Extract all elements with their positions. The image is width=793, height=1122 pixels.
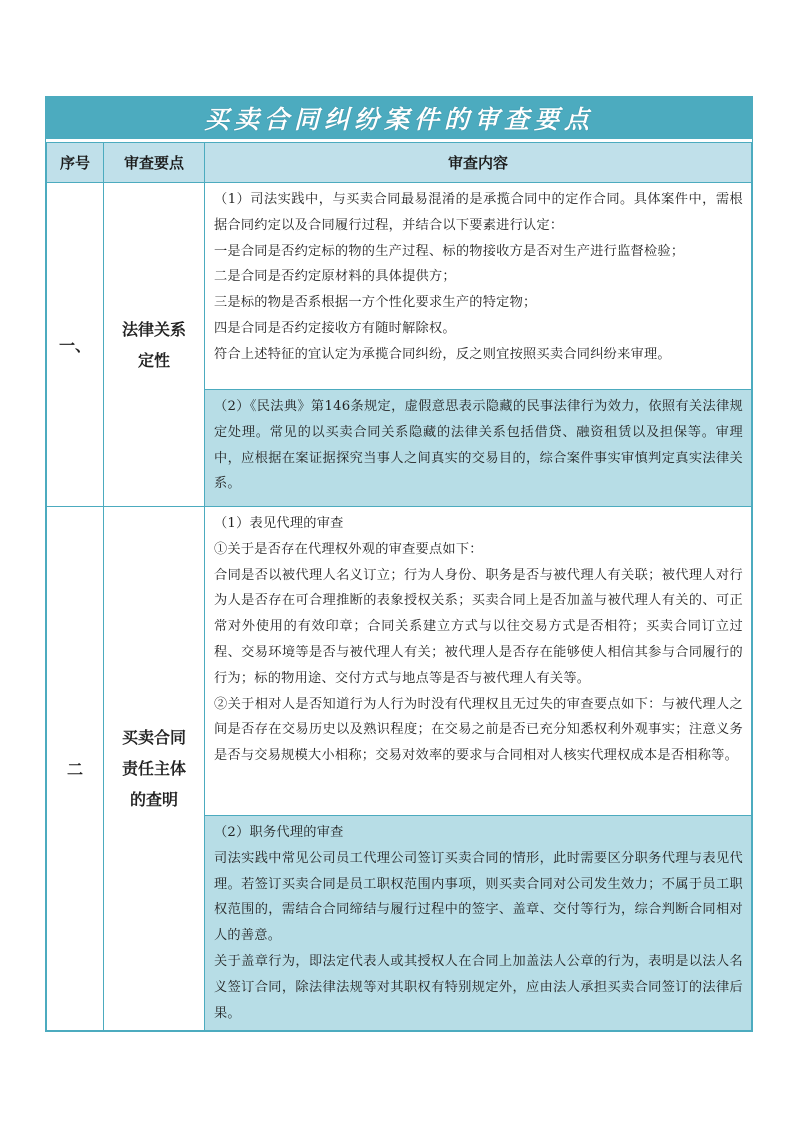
content-paragraph: （2）《民法典》第146条规定，虚假意思表示隐藏的民事法律行为效力，依照有关法律规定处理。常见的以买卖合同关系隐藏的法律关系包括借贷、融资租赁以及担保等。审理中，应根据在案证据探究当事人之间真实的交易目的，综合案件事实审慎判定真实法律关系。 bbox=[214, 399, 743, 492]
section-point bbox=[104, 507, 205, 1031]
content-block bbox=[205, 816, 752, 1031]
header-row bbox=[47, 143, 752, 183]
content-paragraph: 三是标的物是否系根据一方个性化要求生产的特定物； bbox=[214, 295, 537, 311]
content-paragraph: 二是合同是否约定原材料的具体提供方； bbox=[214, 269, 456, 285]
section-point-line: 买卖合同 bbox=[121, 728, 186, 748]
section-point-line: 责任主体 bbox=[121, 759, 186, 779]
table-row bbox=[47, 183, 752, 390]
header-no: 序号 bbox=[47, 143, 104, 183]
content-block bbox=[205, 507, 752, 816]
section-point-line: 法律关系 bbox=[121, 319, 186, 339]
content-paragraph: ②关于相对人是否知道行为人行为时没有代理权且无过失的审查要点如下：与被代理人之间是否存在交易历史以及熟识程度；在交易之前是否已充分知悉权利外观事实；注意义务是否与交易规模大小相称；交易对效率的要求与合同相对人核实代理权成本是否相称等。 bbox=[214, 696, 743, 764]
content-paragraph: （1）表见代理的审查 bbox=[214, 516, 344, 531]
content-paragraph: 司法实践中常见公司员工代理公司签订买卖合同的情形，此时需要区分职务代理与表见代理。若签订买卖合同是员工职权范围内事项，则买卖合同对公司发生效力；不属于员工职权范围的，需结合合同缔结与履行过程中的签字、盖章、交付等行为，综合判断合同相对人的善意。 bbox=[214, 850, 743, 944]
section-point bbox=[104, 183, 205, 507]
content-paragraph: （1）司法实践中，与买卖合同最易混淆的是承揽合同中的定作合同。具体案件中，需根据合同约定以及合同履行过程，并结合以下要素进行认定： bbox=[214, 192, 743, 233]
header-content: 审查内容 bbox=[205, 143, 752, 183]
section-number: 二 bbox=[47, 507, 104, 1031]
review-table bbox=[46, 142, 752, 1031]
content-paragraph: 关于盖章行为，即法定代表人或其授权人在合同上加盖法人公章的行为，表明是以法人名义签订合同，除法律法规等对其职权有特别规定外，应由法人承担买卖合同签订的法律后果。 bbox=[214, 953, 743, 1021]
content-paragraph: 合同是否以被代理人名义订立；行为人身份、职务是否与被代理人有关联；被代理人对行为人是否存在可合理推断的表象授权关系；买卖合同上是否加盖与被代理人有关的、可正常对外使用的有效印章；合同关系建立方式与以往交易方式是否相符；买卖合同订立过程、交易环境等是否与被代理人有关；被代理人是否存在能够使人相信其参与合同履行的行为；标的物用途、交付方式与地点等是否与被代理人有关等。 bbox=[214, 567, 743, 686]
section-point-line: 定性 bbox=[137, 350, 170, 370]
section-point-line: 的查明 bbox=[129, 790, 178, 810]
section-number: 一、 bbox=[47, 183, 104, 507]
content-paragraph: 四是合同是否约定接收方有随时解除权。 bbox=[214, 320, 456, 336]
review-table-sheet bbox=[45, 96, 753, 1032]
content-paragraph: ①关于是否存在代理权外观的审查要点如下： bbox=[214, 541, 483, 557]
content-block bbox=[205, 390, 752, 507]
content-block bbox=[205, 183, 752, 390]
content-paragraph: 符合上述特征的宜认定为承揽合同纠纷，反之则宜按照买卖合同纠纷来审理。 bbox=[214, 346, 671, 362]
table-row bbox=[47, 507, 752, 816]
table-title: 买卖合同纠纷案件的审查要点 bbox=[46, 97, 752, 142]
content-paragraph: 一是合同是否约定标的物的生产过程、标的物接收方是否对生产进行监督检验； bbox=[214, 243, 685, 259]
content-paragraph: （2）职务代理的审查 bbox=[214, 825, 344, 840]
header-point: 审查要点 bbox=[104, 143, 205, 183]
